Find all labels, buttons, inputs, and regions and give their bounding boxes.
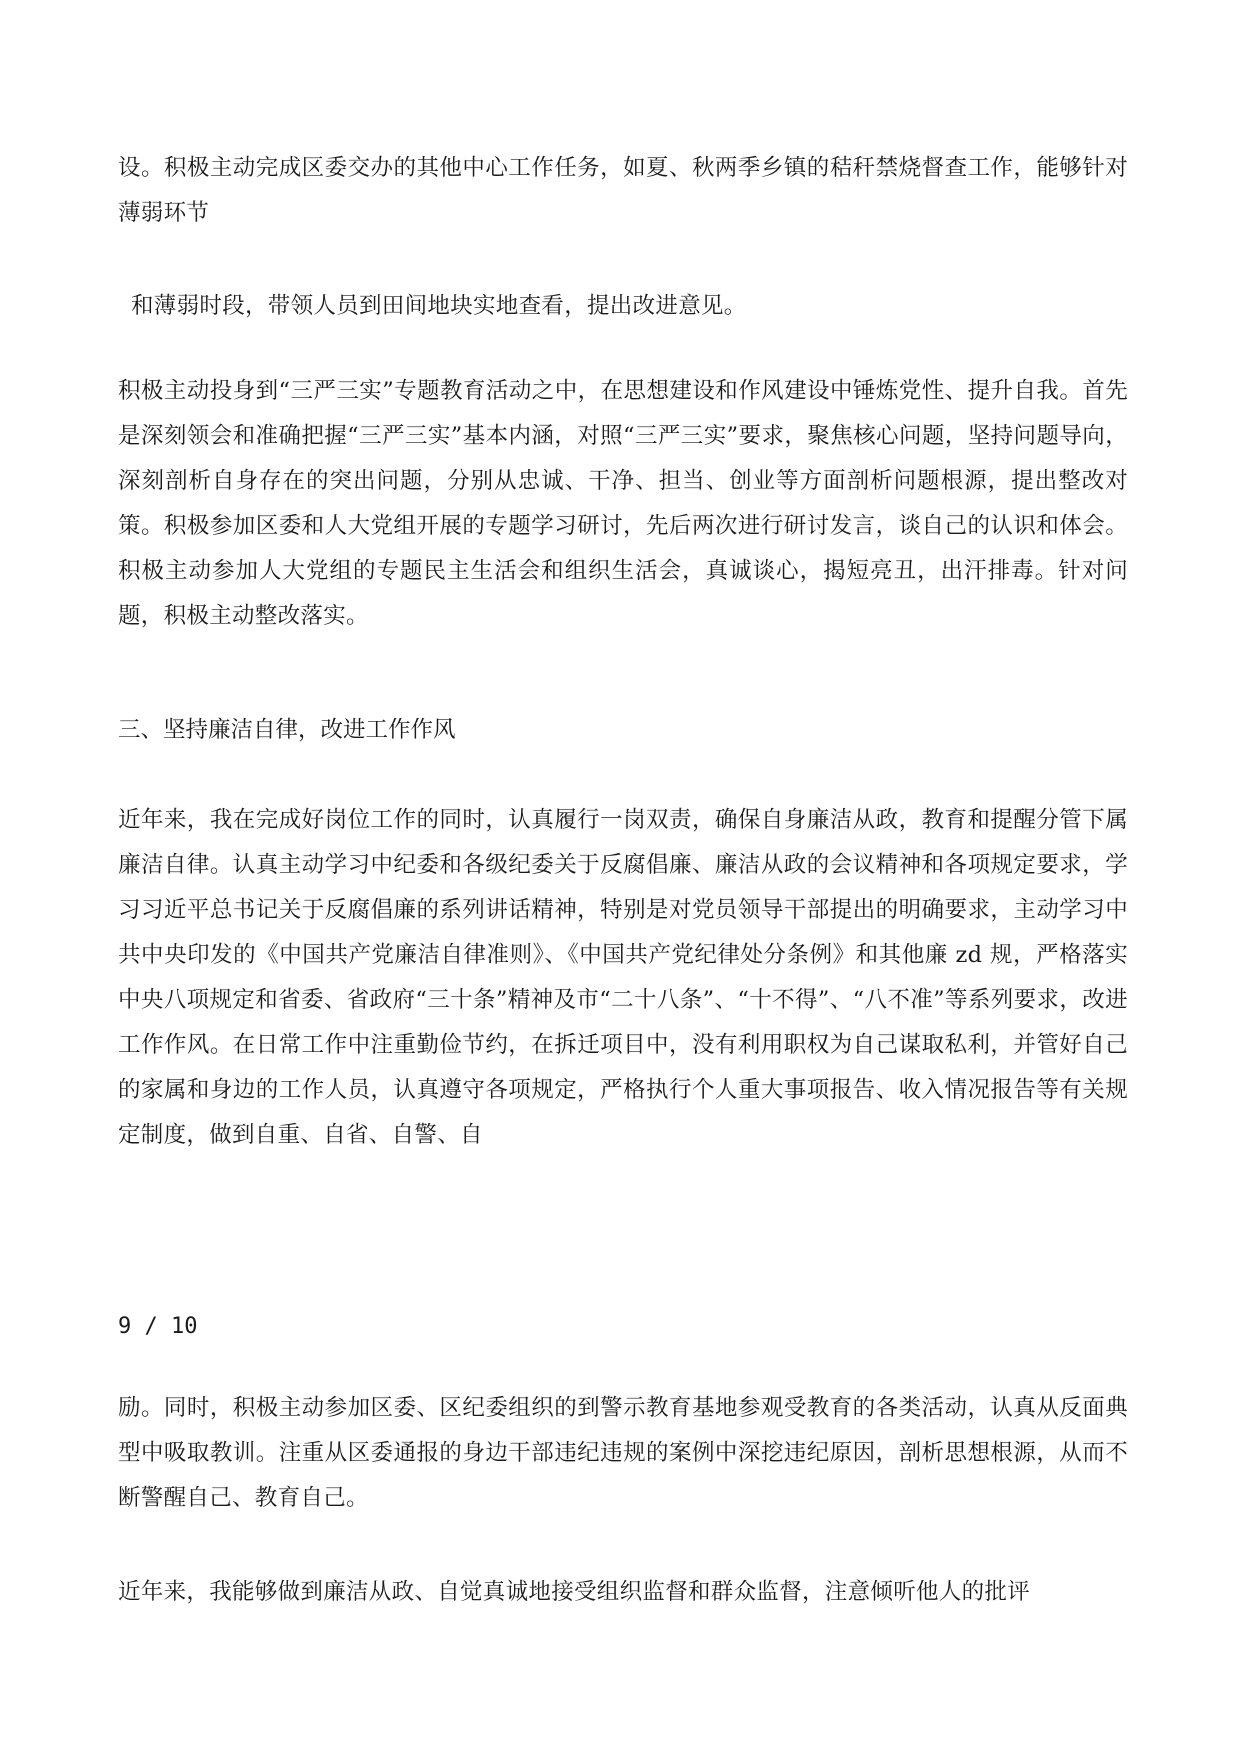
- page-number: 9 / 10: [118, 1314, 198, 1339]
- paragraph-3: 积极主动投身到“三严三实”专题教育活动之中，在思想建设和作风建设中锤炼党性、提升自我。首先是深刻领会和准确把握“三严三实”基本内涵，对照“三严三实”要求，聚焦核心问题，坚持问题导向，深刻剖析自身存在的突出问题，分别从忠诚、干净、担当、创业等方面剖析问题根源，提出整改对策。积极参加区委和人大党组开展的专题学习研讨，先后两次进行研讨发言，谈自己的认识和体会。积极主动参加人大党组的专题民主生活会和组织生活会，真诚谈心，揭短亮丑，出汗排毒。针对问题，积极主动整改落实。: [118, 378, 1128, 629]
- section-heading: 三、坚持廉洁自律，改进工作作风: [118, 717, 456, 743]
- paragraph-5: 励。同时，积极主动参加区委、区纪委组织的到警示教育基地参观受教育的各类活动，认真从反面典型中吸取教训。注重从区委通报的身边干部违纪违规的案例中深挖违纪原因，剖析思想根源，从而不断警醒自己、教育自己。: [118, 1395, 1128, 1511]
- paragraph-4: 近年来，我在完成好岗位工作的同时，认真履行一岗双责，确保自身廉洁从政，教育和提醒分管下属廉洁自律。认真主动学习中纪委和各级纪委关于反腐倡廉、廉洁从政的会议精神和各项规定要求，学习习近平总书记关于反腐倡廉的系列讲话精神，特别是对党员领导干部提出的明确要求，主动学习中共中央印发的《中国共产党廉洁自律准则》、《中国共产党纪律处分条例》和其他廉 zd 规，严格落实中央八项规定和省委、省政府“三十条”精神及市“二十八条”、“十不得”、“八不准”等系列要求，改进工作作风。在日常工作中注重勤俭节约，在拆迁项目中，没有利用职权为自己谋取私利，并管好自己的家属和身边的工作人员，认真遵守各项规定，严格执行个人重大事项报告、收入情况报告等有关规定制度，做到自重、自省、自警、自: [118, 807, 1128, 1148]
- paragraph-1: 设。积极主动完成区委交办的其他中心工作任务，如夏、秋两季乡镇的秸秆禁烧督查工作，能够针对薄弱环节: [118, 155, 1128, 226]
- paragraph-6: 近年来，我能够做到廉洁从政、自觉真诚地接受组织监督和群众监督，注意倾听他人的批评: [118, 1579, 1031, 1605]
- paragraph-2: 和薄弱时段，带领人员到田间地块实地查看，提出改进意见。: [131, 293, 747, 319]
